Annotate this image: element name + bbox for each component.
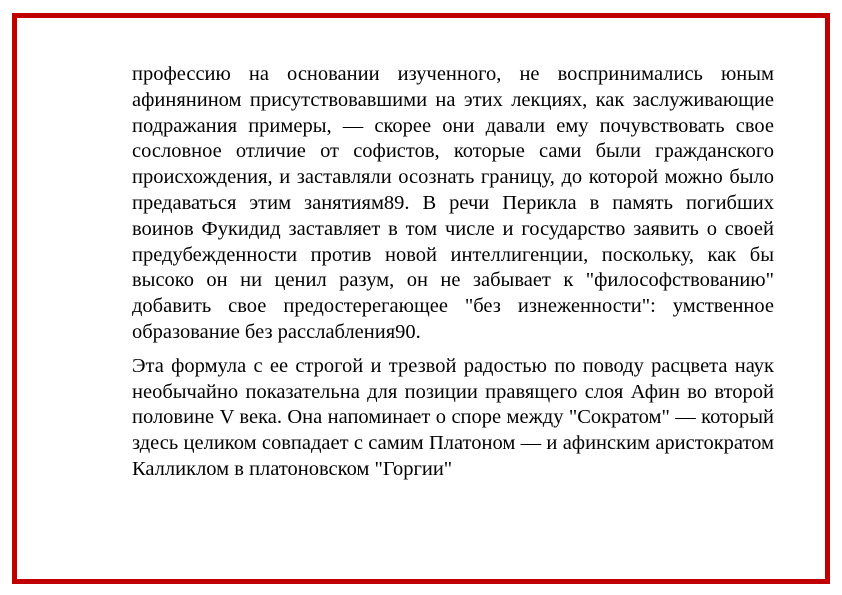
page-frame — [12, 13, 830, 584]
paragraph-2: Эта формула с ее строгой и трезвой радостью по поводу расцвета наук необычайно показательна для позиции правящего слоя Афин во второй половине V века. Она напоминает о споре между "Сократом" — который здесь целиком совпадает с самим Платоном — и афинским аристократом Калликлом в платоновском "Горгии" — [132, 354, 774, 480]
paragraph-1: профессию на основании изученного, не воспринимались юным афинянином присутствовавшими на этих лекциях, как заслуживающие подражания примеры, — скорее они давали ему почувствовать свое сословное отличие от софистов, которые сами были гражданского происхождения, и заставляли осознать границу, до которой можно было предаваться этим занятиям89. В речи Перикла в память погибших воинов Фукидид заставляет в том числе и государство заявить о своей предубежденности против новой интеллигенции, поскольку, как бы высоко он ни ценил разум, он не забывает к "философствованию" добавить свое предостерегающее "без изнеженности": умственное образование без расслабления90. — [132, 63, 774, 343]
body-text — [132, 62, 774, 483]
